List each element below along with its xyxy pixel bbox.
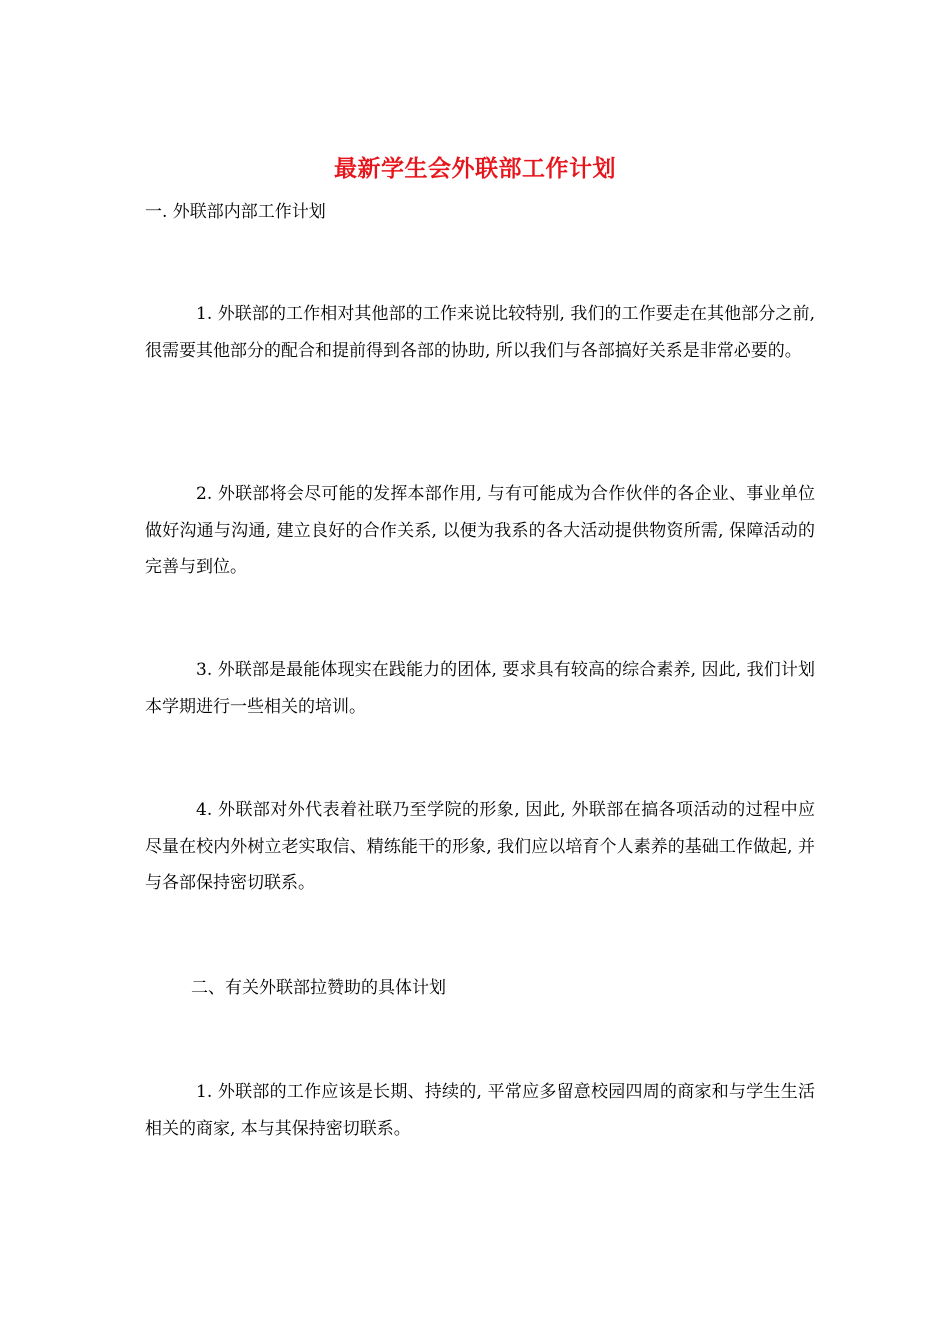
document-title: 最新学生会外联部工作计划 — [334, 155, 616, 182]
paragraph-2-1: 1. 外联部的工作应该是长期、持续的, 平常应多留意校园四周的商家和与学生生活相关的商家, 本与其保持密切联系。 — [145, 1082, 815, 1139]
section-heading-1: 一. 外联部内部工作计划 — [145, 202, 326, 222]
paragraph-1-3: 3. 外联部是最能体现实在践能力的团体, 要求具有较高的综合素养, 因此, 我们计划本学期进行一些相关的培训。 — [145, 660, 815, 717]
paragraph-1-1: 1. 外联部的工作相对其他部的工作来说比较特别, 我们的工作要走在其他部分之前, 很需要其他部分的配合和提前得到各部的协助, 所以我们与各部搞好关系是非常必要的。 — [145, 304, 815, 361]
paragraph-1-2: 2. 外联部将会尽可能的发挥本部作用, 与有可能成为合作伙伴的各企业、事业单位做好沟通与沟通, 建立良好的合作关系, 以便为我系的各大活动提供物资所需, 保障活动的完善与到位。 — [145, 484, 815, 577]
section-heading-2: 二、有关外联部拉赞助的具体计划 — [191, 978, 446, 998]
paragraph-1-4: 4. 外联部对外代表着社联乃至学院的形象, 因此, 外联部在搞各项活动的过程中应尽量在校内外树立老实取信、精练能干的形象, 我们应以培育个人素养的基础工作做起, 并与各部保持密切联系。 — [145, 800, 815, 893]
